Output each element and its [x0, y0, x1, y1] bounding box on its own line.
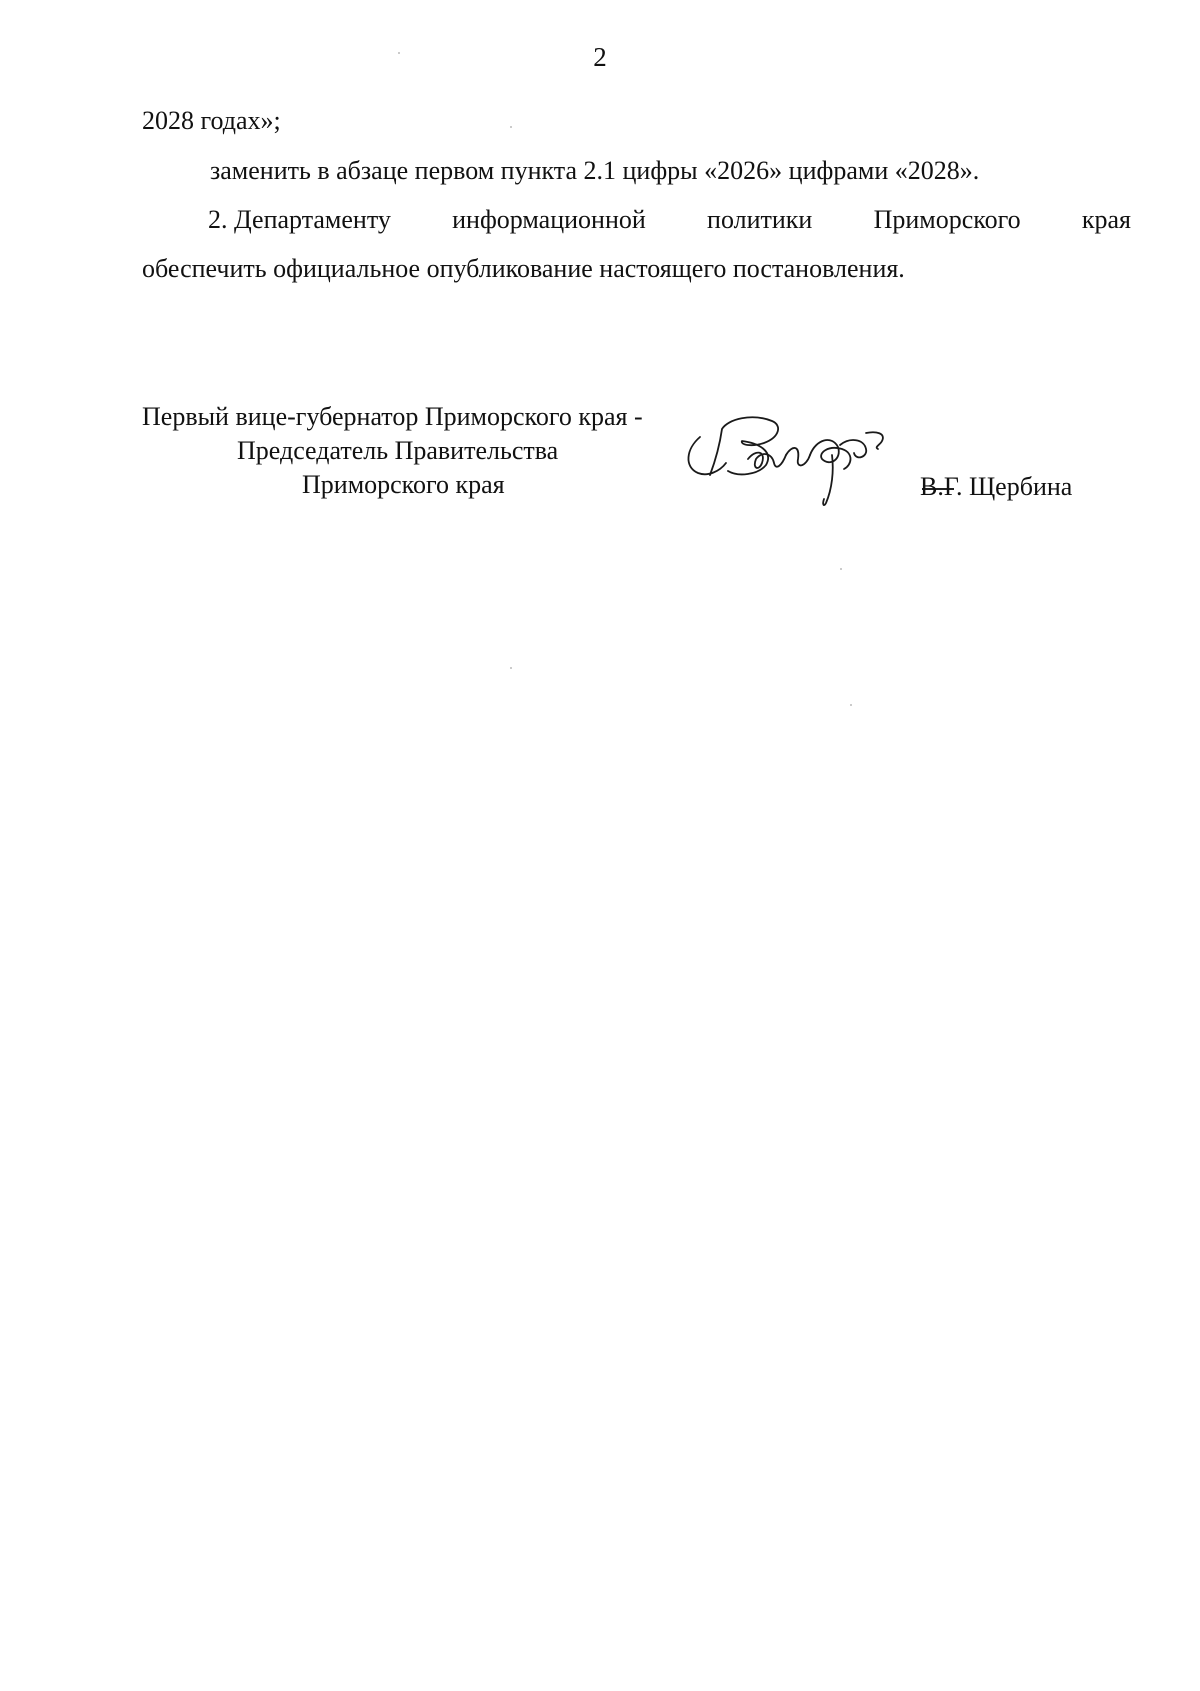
scan-speck [398, 52, 400, 54]
signatory-title-line-3: Приморского края [302, 470, 505, 499]
handwritten-signature-icon [682, 415, 927, 515]
body-line-2: заменить в абзаце первом пункта 2.1 цифры «2026» цифрами «2028». [210, 156, 980, 185]
body-word: информационной [452, 205, 646, 234]
body-word: края [1081, 205, 1131, 234]
signatory-name: В.Г. Щербина [920, 472, 1073, 501]
signatory-title-line-1: Первый вице-губернатор Приморского края - [142, 402, 643, 431]
body-word: политики [707, 205, 813, 234]
body-word: Приморского [873, 205, 1021, 234]
body-line-1: 2028 годах»; [142, 106, 281, 135]
scan-speck [840, 568, 842, 570]
body-word: 2. Департаменту [208, 205, 391, 234]
scan-speck [850, 704, 852, 706]
signatory-title-line-2: Председатель Правительства [237, 436, 559, 465]
body-line-4: обеспечить официальное опубликование настоящего постановления. [142, 254, 905, 283]
body-line-3 [208, 203, 1131, 237]
page-number: 2 [593, 42, 607, 72]
scan-speck [510, 667, 512, 669]
scan-speck [510, 126, 512, 128]
